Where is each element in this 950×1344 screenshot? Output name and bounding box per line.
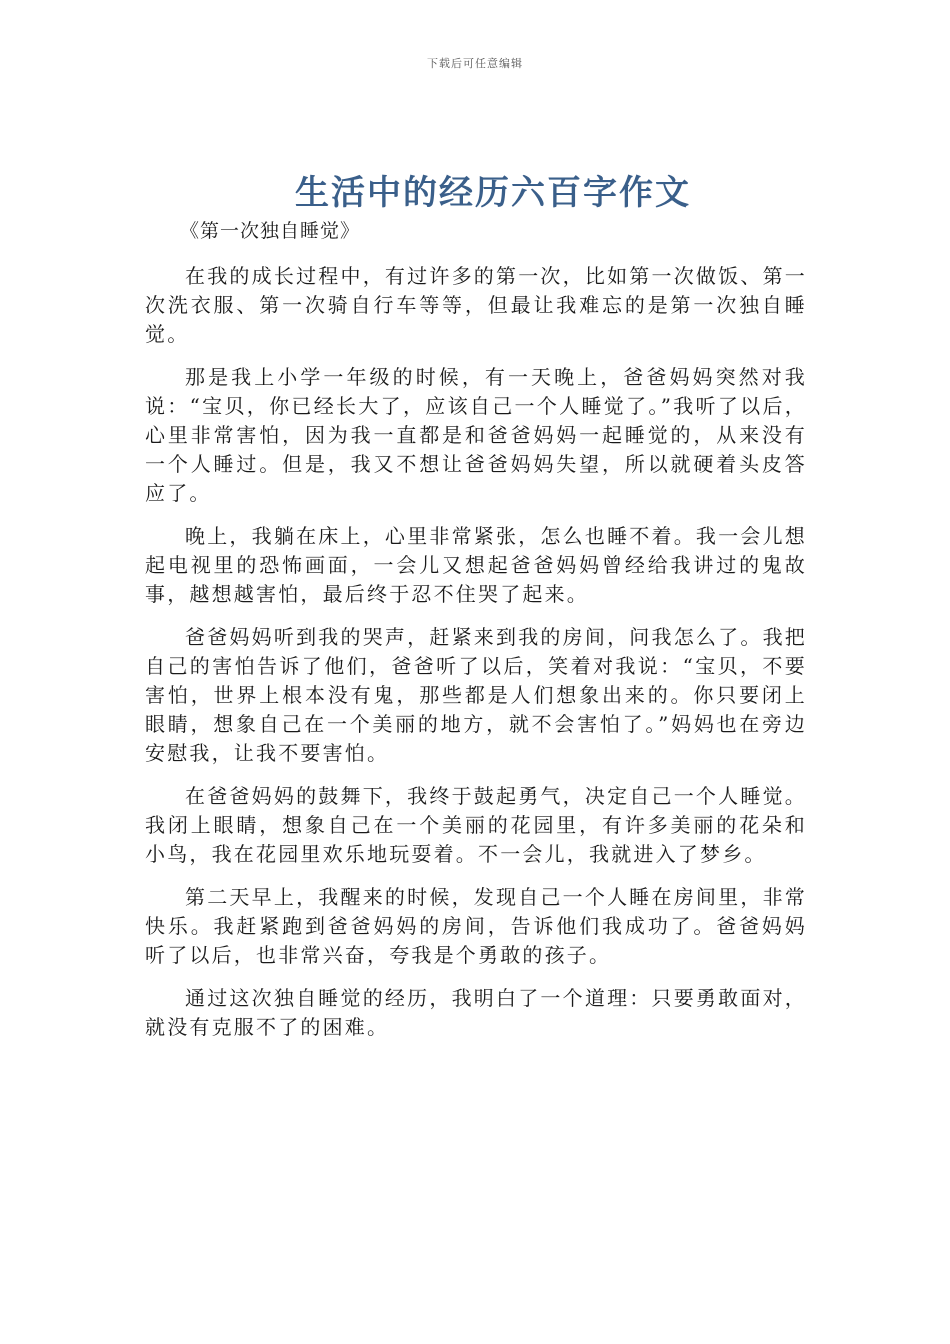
paragraph: 在我的成长过程中，有过许多的第一次，比如第一次做饭、第一次洗衣服、第一次骑自行车等等，但最让我难忘的是第一次独自睡觉。 [145, 264, 807, 346]
paragraph: 那是我上小学一年级的时候，有一天晚上，爸爸妈妈突然对我说：“宝贝，你已经长大了，应该自己一个人睡觉了。”我听了以后，心里非常害怕，因为我一直都是和爸爸妈妈一起睡觉的，从来没有一个人睡过。但是，我又不想让爸爸妈妈失望，所以就硬着头皮答应了。 [145, 365, 807, 505]
page-header-note: 下载后可任意编辑 [427, 57, 523, 70]
paragraph: 第二天早上，我醒来的时候，发现自己一个人睡在房间里，非常快乐。我赶紧跑到爸爸妈妈的房间，告诉他们我成功了。爸爸妈妈听了以后，也非常兴奋，夸我是个勇敢的孩子。 [145, 885, 807, 967]
essay-body [145, 262, 807, 1056]
paragraph: 通过这次独自睡觉的经历，我明白了一个道理：只要勇敢面对，就没有克服不了的困难。 [145, 986, 807, 1039]
paragraph: 在爸爸妈妈的鼓舞下，我终于鼓起勇气，决定自己一个人睡觉。我闭上眼睛，想象自己在一个美丽的花园里，有许多美丽的花朵和小鸟，我在花园里欢乐地玩耍着。不一会儿，我就进入了梦乡。 [145, 784, 807, 866]
paragraph: 爸爸妈妈听到我的哭声，赶紧来到我的房间，问我怎么了。我把自己的害怕告诉了他们，爸爸听了以后，笑着对我说：“宝贝，不要害怕，世界上根本没有鬼，那些都是人们想象出来的。你只要闭上眼睛，想象自己在一个美丽的地方，就不会害怕了。”妈妈也在旁边安慰我，让我不要害怕。 [145, 625, 807, 765]
document-title: 生活中的经历六百字作文 [295, 173, 691, 213]
paragraph: 晚上，我躺在床上，心里非常紧张，怎么也睡不着。我一会儿想起电视里的恐怖画面，一会儿又想起爸爸妈妈曾经给我讲过的鬼故事，越想越害怕，最后终于忍不住哭了起来。 [145, 524, 807, 606]
document-subtitle: 《第一次独自睡觉》 [180, 220, 361, 242]
